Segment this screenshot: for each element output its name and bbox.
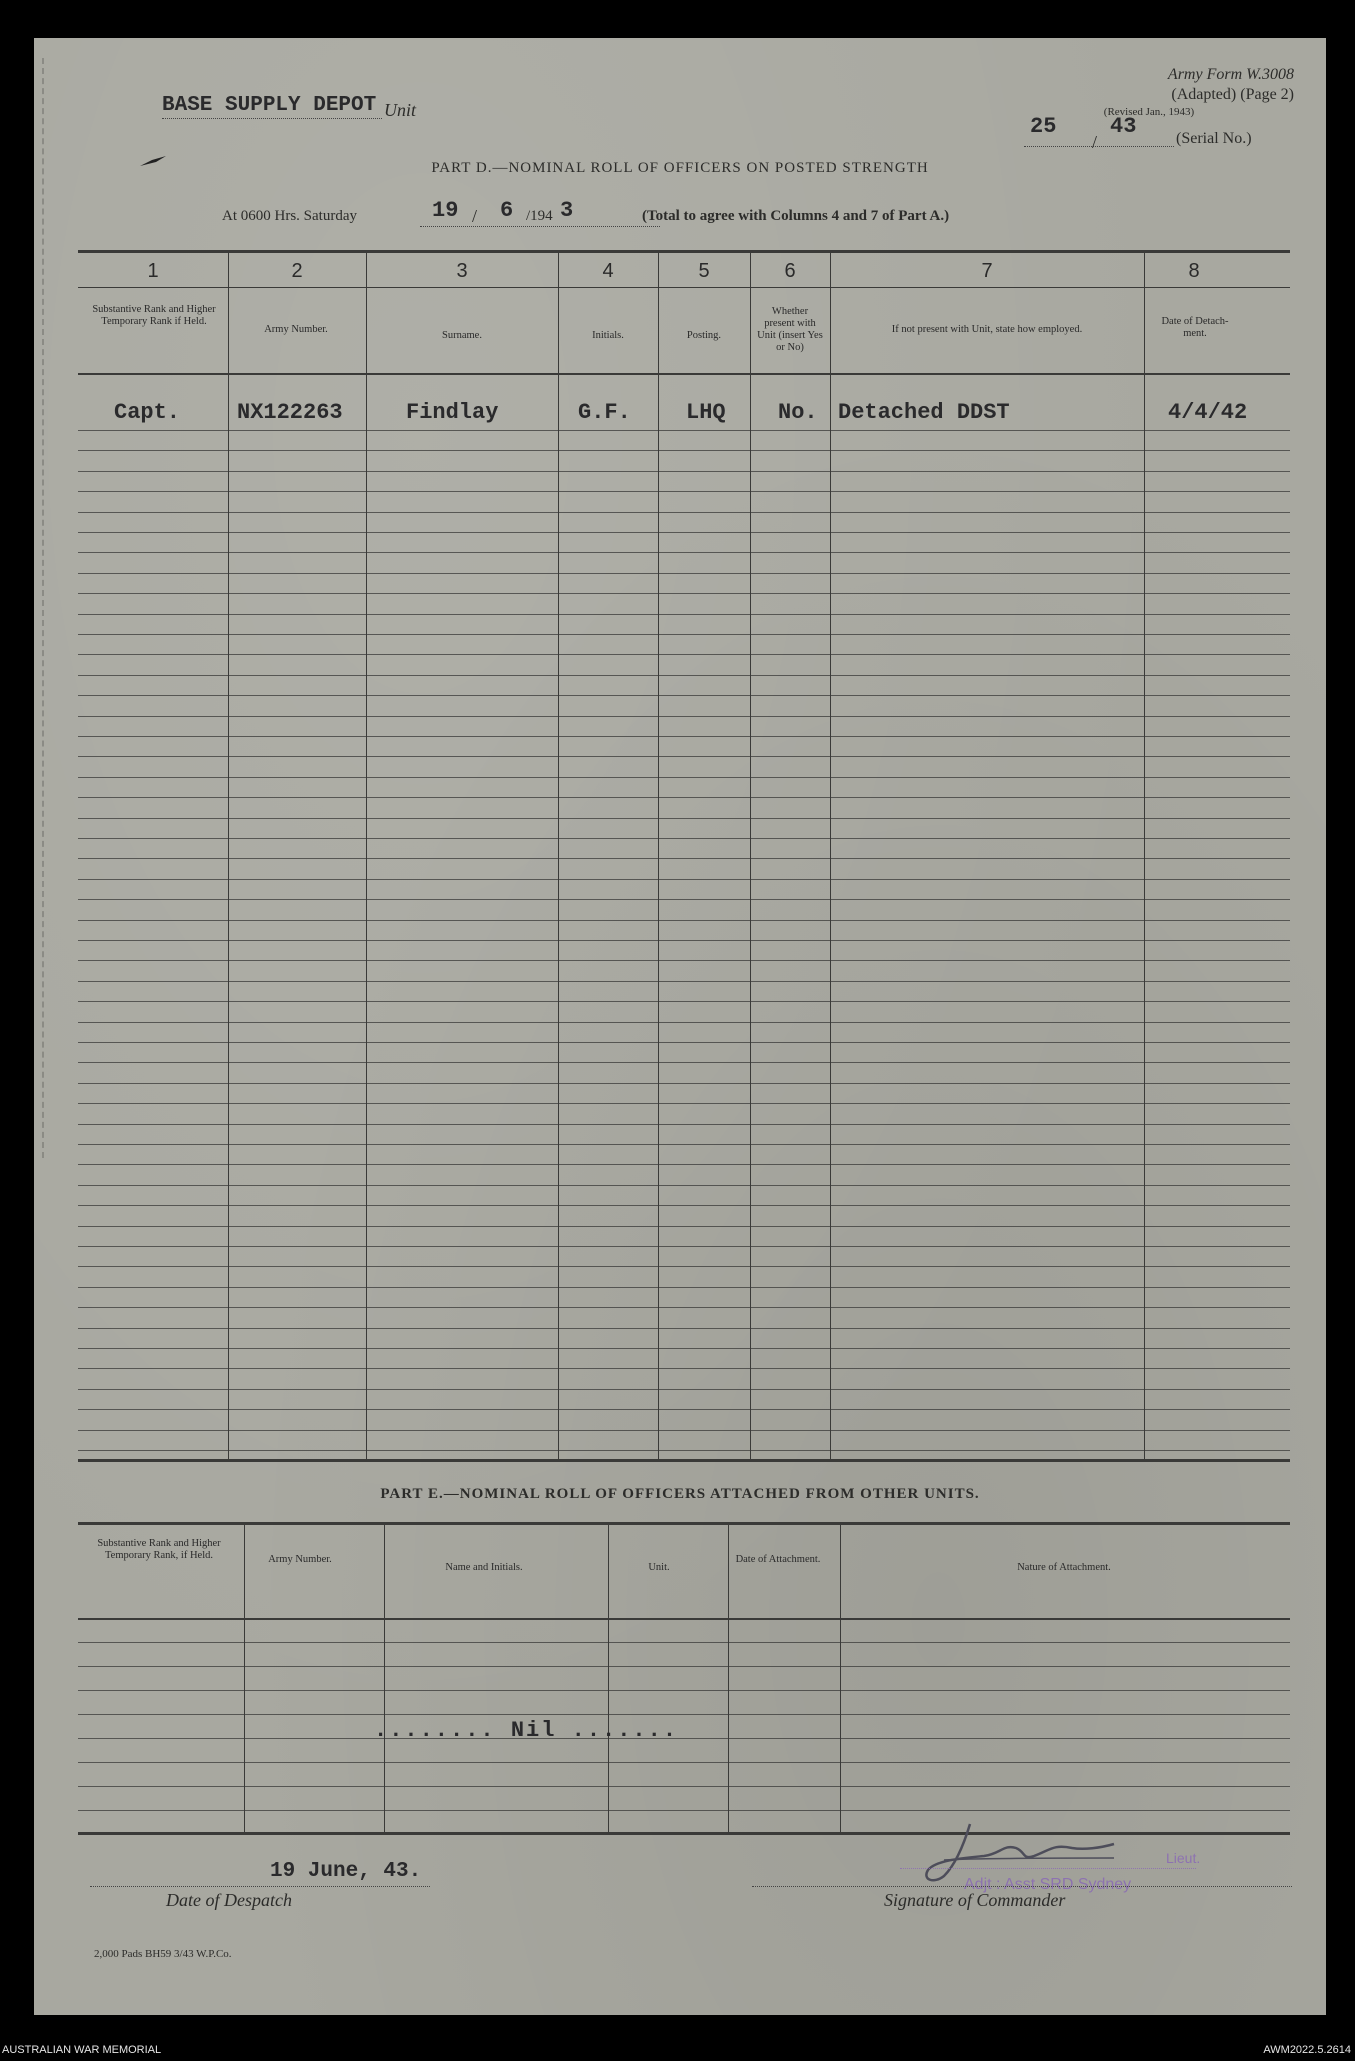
signature-underline [752,1886,1292,1887]
col-number-4: 4 [602,260,614,282]
row-rule [78,1810,1290,1811]
perforation-edge [42,58,46,1158]
col-number-8: 8 [1188,260,1200,282]
row-rule [78,450,1290,451]
row-rule [78,736,1290,737]
form-revised: (Revised Jan., 1943) [1103,106,1195,118]
row-rule [78,1083,1290,1084]
row-rule [78,838,1290,839]
unit-label: Unit [384,100,417,120]
serial-right: 43 [1110,114,1137,139]
serial-underline [1024,146,1174,147]
row-rule [78,1042,1290,1043]
row-rule [78,1103,1290,1104]
date-year-prefix: /194 [526,208,553,224]
row-rule [78,1430,1290,1431]
e-header-unit: Unit. [648,1562,670,1573]
column-divider [728,1522,729,1834]
row-rule [78,1001,1290,1002]
row-rule [78,1642,1290,1643]
row-rule [78,777,1290,778]
row-rule [78,1368,1290,1369]
part-e-top-rule [78,1522,1290,1525]
part-d-top-rule [78,250,1290,253]
cell-surname: Findlay [406,400,499,425]
row-rule [78,1307,1290,1308]
date-year-suffix: 3 [560,198,574,223]
col-header-present: Whether present with Unit (insert Yes or No) [757,306,823,353]
row-rule [78,593,1290,594]
date-prefix: At 0600 Hrs. Saturday [222,208,357,224]
col-number-1: 1 [147,260,159,282]
nil-entry: ........ Nil ....... [374,1718,679,1743]
e-header-name: Name and Initials. [445,1562,523,1573]
e-header-rank: Substantive Rank and Higher Temporary Rank, if Held. [97,1538,221,1561]
col-header-initials: Initials. [592,330,624,341]
row-rule [78,1185,1290,1186]
unit-underline [162,118,382,119]
row-rule [78,634,1290,635]
row-rule [78,1348,1290,1349]
row-rule [78,1246,1290,1247]
row-rule [78,512,1290,513]
col-header-posting: Posting. [686,330,722,341]
part-d-title: PART D.—NOMINAL ROLL OF OFFICERS ON POSTED STRENGTH [431,160,929,176]
column-divider [750,250,751,1460]
cell-initials: G.F. [578,400,631,425]
row-rule [78,1666,1290,1667]
row-rule [78,1287,1290,1288]
form-sheet [34,38,1326,2015]
column-divider [608,1522,609,1834]
column-divider [658,250,659,1460]
row-rule [78,1022,1290,1023]
col-number-7: 7 [981,260,993,282]
row-rule [78,1328,1290,1329]
e-header-army-number: Army Number. [268,1554,332,1565]
column-divider [840,1522,841,1834]
row-rule [78,981,1290,982]
form-reference: Army Form W.3008 [1167,66,1294,83]
signature-label: Signature of Commander [884,1890,1066,1910]
column-divider [228,250,229,1460]
column-divider [244,1522,245,1834]
row-rule [78,1205,1290,1206]
row-rule [78,920,1290,921]
col-header-employed: If not present with Unit, state how employed. [891,324,1083,335]
e-header-nature: Nature of Attachment. [1017,1562,1111,1573]
form-adapted: (Adapted) (Page 2) [1171,86,1294,103]
cell-posting: LHQ [686,400,726,425]
row-rule [78,614,1290,615]
col-number-2: 2 [291,260,303,282]
col-number-6: 6 [784,260,796,282]
row-rule [78,1714,1290,1715]
part-d-bottom-rule [78,1459,1290,1462]
cell-army-number: NX122263 [237,400,343,425]
stamp-rank: Lieut. [1166,1850,1201,1866]
row-rule [78,1144,1290,1145]
date-note: (Total to agree with Columns 4 and 7 of Part A.) [642,208,950,224]
stamp-rule [900,1868,1196,1870]
row-rule [78,1389,1290,1390]
row-rule [78,1124,1290,1125]
stamp-unit: Adjt : Asst SRD Sydney [964,1876,1132,1893]
row-rule [78,858,1290,859]
row-rule [78,491,1290,492]
row-rule [78,1226,1290,1227]
archive-credit: AUSTRALIAN WAR MEMORIAL [2,2044,162,2056]
cell-detachment-date: 4/4/42 [1168,400,1248,425]
row-rule [78,573,1290,574]
row-rule [78,552,1290,553]
serial-label: (Serial No.) [1176,130,1252,147]
col-header-surname: Surname. [442,330,482,341]
row-rule [78,1266,1290,1267]
part-e-title: PART E.—NOMINAL ROLL OF OFFICERS ATTACHED FROM OTHER UNITS. [380,1486,980,1502]
row-rule [78,940,1290,941]
row-rule [78,716,1290,717]
row-rule [78,960,1290,961]
date-month: 6 [500,198,514,223]
row-rule [78,1786,1290,1787]
row-rule [78,1738,1290,1739]
part-e-header-rule [78,1618,1290,1620]
row-rule [78,1690,1290,1691]
despatch-underline [90,1886,430,1887]
col-number-5: 5 [698,260,710,282]
row-rule [78,532,1290,533]
column-divider [558,250,559,1460]
column-divider [366,250,367,1460]
unit-value: BASE SUPPLY DEPOT [162,94,377,117]
row-rule [78,654,1290,655]
col-header-rank: Substantive Rank and Higher Temporary Rank if Held. [92,304,216,327]
column-divider [1144,250,1145,1460]
column-divider [830,250,831,1460]
row-rule [78,797,1290,798]
cell-present: No. [778,400,818,425]
row-rule [78,1450,1290,1451]
date-day: 19 [432,198,459,223]
e-header-attachment-date: Date of Attachment. [735,1554,821,1565]
row-rule [78,695,1290,696]
date-underline [420,226,660,227]
despatch-label: Date of Despatch [166,1890,292,1910]
serial-left: 25 [1030,114,1057,139]
row-rule [78,471,1290,472]
archive-id: AWM2022.5.2614 [1263,2044,1351,2056]
row-rule [78,899,1290,900]
row-rule [78,675,1290,676]
serial-slash: / [1092,132,1098,152]
print-code: 2,000 Pads BH59 3/43 W.P.Co. [94,1948,232,1960]
row-rule [78,879,1290,880]
col-header-army-number: Army Number. [264,324,328,335]
cell-rank: Capt. [114,400,181,425]
col-number-3: 3 [456,260,468,282]
col-header-detachment-date: Date of Detach-ment. [1161,316,1229,339]
date-slash: / [472,206,478,226]
part-d-number-rule [78,287,1290,288]
row-rule [78,1164,1290,1165]
part-d-header-rule [78,373,1290,375]
row-rule [78,1409,1290,1410]
row-rule [78,430,1290,431]
row-rule [78,818,1290,819]
despatch-date: 19 June, 43. [270,1860,422,1883]
cell-employment: Detached DDST [838,400,1010,425]
row-rule [78,1062,1290,1063]
row-rule [78,1762,1290,1763]
row-rule [78,756,1290,757]
